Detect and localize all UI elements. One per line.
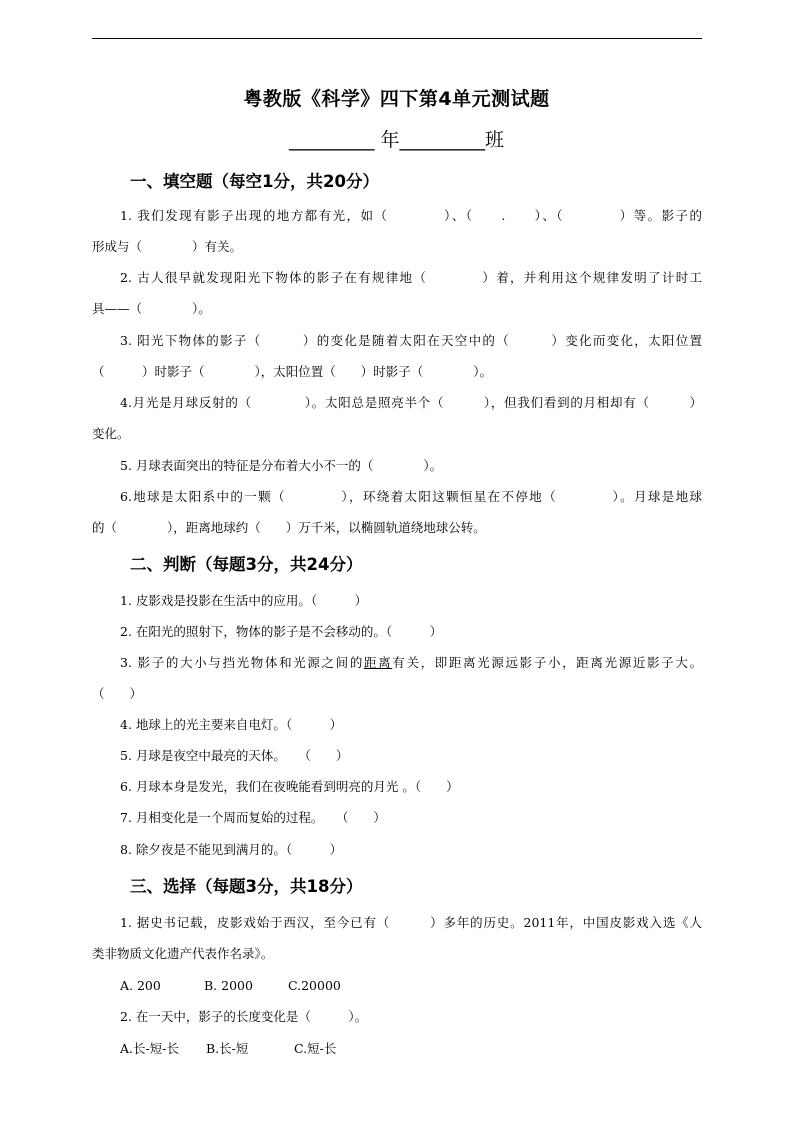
fill-q5-line1: 5. 月球表面突出的特征是分布着大小不一的（ ）。 <box>120 458 443 473</box>
tf-item-1: 1. 皮影戏是投影在生活中的应用。（ ） <box>120 593 368 608</box>
mc-q2-option-c: C.短-长 <box>294 1041 337 1056</box>
mc-q2-options <box>120 1040 336 1058</box>
tf-item-4: 4. 地球上的光主要来自电灯。（ ） <box>120 717 343 732</box>
fill-q6-line2: 的（ ），距离地球约（ ）万千米，以椭圆轨道绕地球公转。 <box>92 520 486 535</box>
tf-item-5: 5. 月球是夜空中最亮的天体。 （ ） <box>120 748 349 763</box>
mc-q1-option-b: B. 2000 <box>204 978 253 993</box>
fill-q1-line1: 1. 我们发现有影子出现的地方都有光，如（ ）、（ . ）、（ ）等。影子的 <box>120 208 702 223</box>
mc-q2-option-a: A.长-短-长 <box>120 1041 179 1056</box>
fill-q1-line2: 形成与（ ）有关。 <box>92 239 243 254</box>
tf-item-8: 8. 除夕夜是不能见到满月的。（ ） <box>120 842 343 857</box>
mc-q1-option-c: C.20000 <box>288 978 341 993</box>
tf-item-3-text-a: 3. 影子的大小与挡光物体和光源之间的 <box>120 655 364 670</box>
class-line: _________ 年_________班 <box>288 129 505 151</box>
tf-item-7: 7. 月相变化是一个周而复始的过程。 （ ） <box>120 810 386 825</box>
fill-q6-line1: 6.地球是太阳系中的一颗（ ），环绕着太阳这颗恒星在不停地（ ）。月球是地球 <box>120 489 702 504</box>
mc-q2-line1: 2. 在一天中，影子的长度变化是（ ）。 <box>120 1009 368 1024</box>
tf-item-3-line2: （ ） <box>92 686 143 701</box>
tf-item-3-line1 <box>120 654 702 672</box>
fill-q3-line1: 3. 阳光下物体的影子（ ）的变化是随着太阳在天空中的（ ）变化而变化，太阳位置 <box>120 333 702 348</box>
fill-q4-line2: 变化。 <box>92 426 130 441</box>
fill-q2-line2: 具——（ ）。 <box>92 301 211 316</box>
section-heading-fill-in: 一、填空题（每空1分，共20分） <box>130 172 379 191</box>
section-heading-multiple-choice: 三、选择（每题3分，共18分） <box>130 877 363 896</box>
header-rule <box>92 38 702 39</box>
fill-q2-line1: 2. 古人很早就发现阳光下物体的影子在有规律地（ ）着，并利用这个规律发明了计时工 <box>120 270 702 285</box>
mc-q1-line2: 类非物质文化遗产代表作名录》。 <box>92 946 274 961</box>
mc-q1-line1: 1. 据史书记载，皮影戏始于西汉，至今已有（ ）多年的历史。2011年，中国皮影戏入选《人 <box>120 915 702 930</box>
fill-q3-line2: （ ）时影子（ ），太阳位置（ ）时影子（ ）。 <box>92 364 493 379</box>
fill-q4-line1: 4.月光是月球反射的（ ）。太阳总是照亮半个（ ），但我们看到的月相却有（ ） <box>120 395 702 410</box>
page-title: 粤教版《科学》四下第4单元测试题 <box>243 88 550 110</box>
tf-item-3-text-b: 有关，即距离光源远影子小，距离光源近影子大。 <box>392 655 702 670</box>
mc-q2-option-b: B.长-短 <box>206 1041 249 1056</box>
tf-item-6: 6. 月球本身是发光，我们在夜晚能看到明亮的月光 。（ ） <box>120 779 459 794</box>
section-heading-true-false: 二、判断（每题3分，共24分） <box>130 555 363 574</box>
mc-q1-option-a: A. 200 <box>120 978 161 993</box>
tf-item-2: 2. 在阳光的照射下，物体的影子是不会移动的。（ ） <box>120 624 443 639</box>
tf-item-3-underlined: 距离 <box>363 655 393 670</box>
mc-q1-options <box>120 977 341 995</box>
